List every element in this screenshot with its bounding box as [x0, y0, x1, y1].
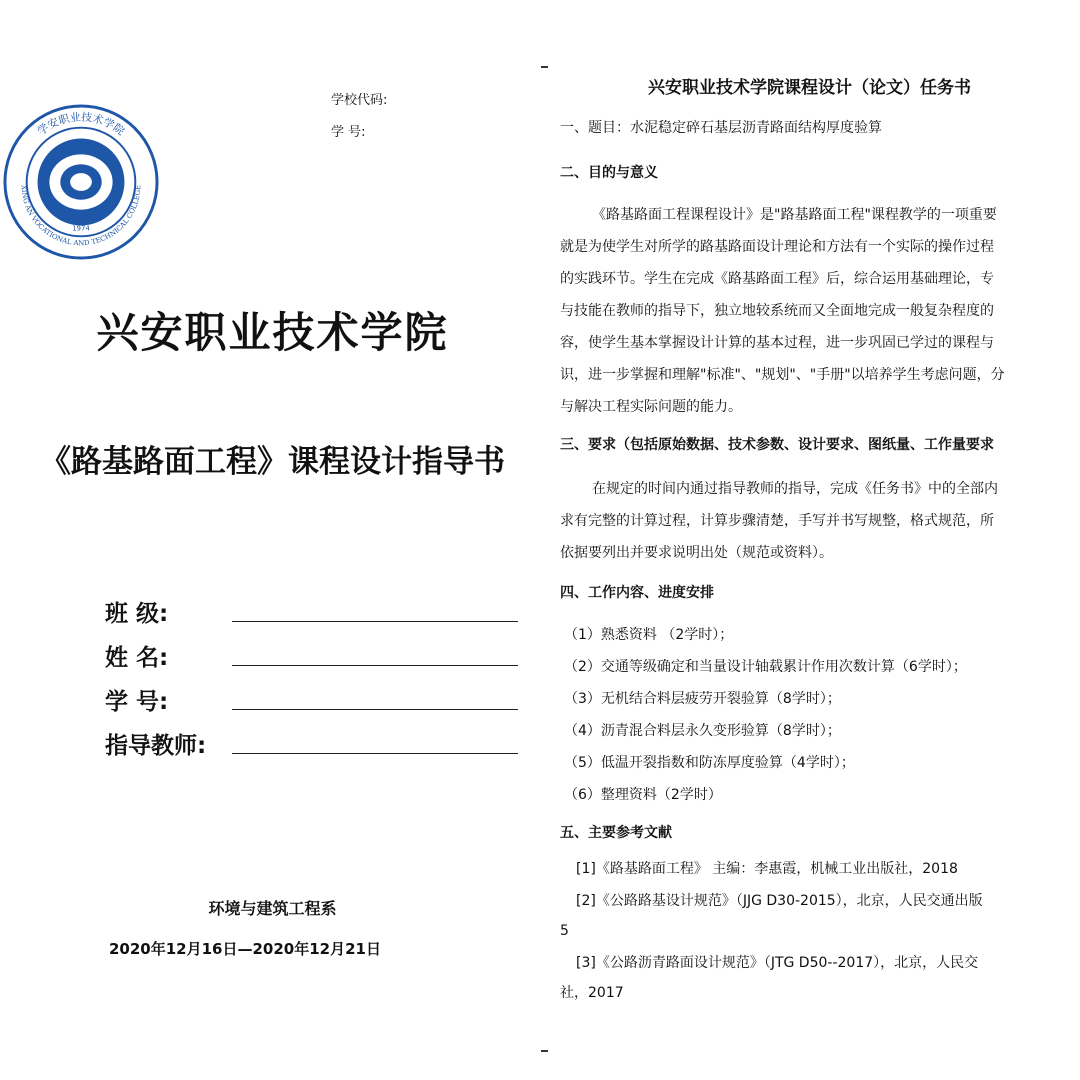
requirements-line: 依据要列出并要求说明出处（规范或资料）。	[560, 545, 833, 561]
name-field	[105, 638, 233, 672]
schedule-item: （6）整理资料（2学时）	[564, 787, 722, 803]
advisor-field	[105, 726, 233, 760]
college-seal-logo	[2, 103, 160, 261]
name-label: 姓 名:	[105, 645, 169, 671]
purpose-line: 《路基路面工程课程设计》是"路基路面工程"课程教学的一项重要	[592, 207, 997, 223]
purpose-line: 与技能在教师的指导下，独立地较系统而又全面地完成一般复杂程度的	[560, 303, 994, 319]
purpose-line: 与解决工程实际问题的能力。	[560, 399, 742, 415]
reference-line: [1]《路基路面工程》 主编：李惠霞，机械工业出版社，2018	[576, 861, 958, 877]
task-book-title: 兴安职业技术学院课程设计（论文）任务书	[648, 78, 971, 98]
purpose-line: 识，进一步掌握和理解"标准"、"规划"、"手册"以培养学生考虑问题，分	[560, 367, 1005, 383]
student-id-blank-line	[232, 709, 518, 710]
class-blank-line	[232, 621, 518, 622]
purpose-line: 的实践环节。学生在完成《路基路面工程》后，综合运用基础理论，专	[560, 271, 994, 287]
schedule-item: （5）低温开裂指数和防冻厚度验算（4学时）；	[564, 755, 855, 771]
schedule-item: （3）无机结合料层疲劳开裂验算（8学时）；	[564, 691, 841, 707]
schedule-item: （4）沥青混合料层永久变形验算（8学时）；	[564, 723, 841, 739]
requirements-line: 在规定的时间内通过指导教师的指导，完成《任务书》中的全部内	[592, 481, 998, 497]
requirements-line: 求有完整的计算过程，计算步骤清楚，手写并书写规整，格式规范，所	[560, 513, 994, 529]
purpose-line: 容，使学生基本掌握设计计算的基本过程，进一步巩固已学过的课程与	[560, 335, 994, 351]
school-code-label: 学校代码:	[331, 93, 388, 108]
student-id-label: 学 号:	[105, 689, 169, 715]
department-name: 环境与建筑工程系	[208, 899, 337, 918]
guide-book-title: 《路基路面工程》课程设计指导书	[40, 444, 505, 480]
schedule-item: （2）交通等级确定和当量设计轴载累计作用次数计算（6学时）；	[564, 659, 967, 675]
svg-text:学安职业技术学院: 学安职业技术学院	[35, 110, 127, 138]
schedule-item: （1）熟悉资料 （2学时）；	[564, 627, 734, 643]
reference-line: [2]《公路路基设计规范》（JJG D30-2015），北京，人民交通出版	[576, 893, 983, 909]
reference-line: 5	[560, 923, 569, 939]
name-blank-line	[232, 665, 518, 666]
reference-line: 社，2017	[560, 985, 624, 1001]
schedule-heading: 四、工作内容、进度安排	[560, 585, 714, 601]
advisor-label: 指导教师:	[105, 733, 207, 759]
class-field	[105, 594, 233, 628]
purpose-line: 就是为使学生对所学的路基路面设计理论和方法有一个实际的操作过程	[560, 239, 994, 255]
college-name-title: 兴安职业技术学院	[96, 308, 449, 357]
advisor-blank-line	[232, 753, 518, 754]
date-range: 2020年12月16日—2020年12月21日	[109, 940, 381, 958]
svg-text:1974: 1974	[72, 224, 90, 233]
reference-line: [3]《公路沥青路面设计规范》（JTG D50--2017），北京，人民交	[576, 955, 979, 971]
student-id-field	[105, 682, 233, 716]
purpose-heading: 二、目的与意义	[560, 165, 658, 181]
student-number-label: 学 号:	[331, 125, 366, 140]
references-heading: 五、主要参考文献	[560, 825, 672, 841]
task-book-page	[548, 0, 1080, 1080]
topic-line: 一、题目：水泥稳定碎石基层沥青路面结构厚度验算	[560, 120, 882, 136]
requirements-heading: 三、要求（包括原始数据、技术参数、设计要求、图纸量、工作量要求	[560, 437, 994, 453]
svg-text:XING AN VOCATIONAL AND TECHNIC: XING AN VOCATIONAL AND TECHNICAL COLLEGE	[19, 184, 143, 248]
class-label: 班 级:	[105, 601, 169, 627]
